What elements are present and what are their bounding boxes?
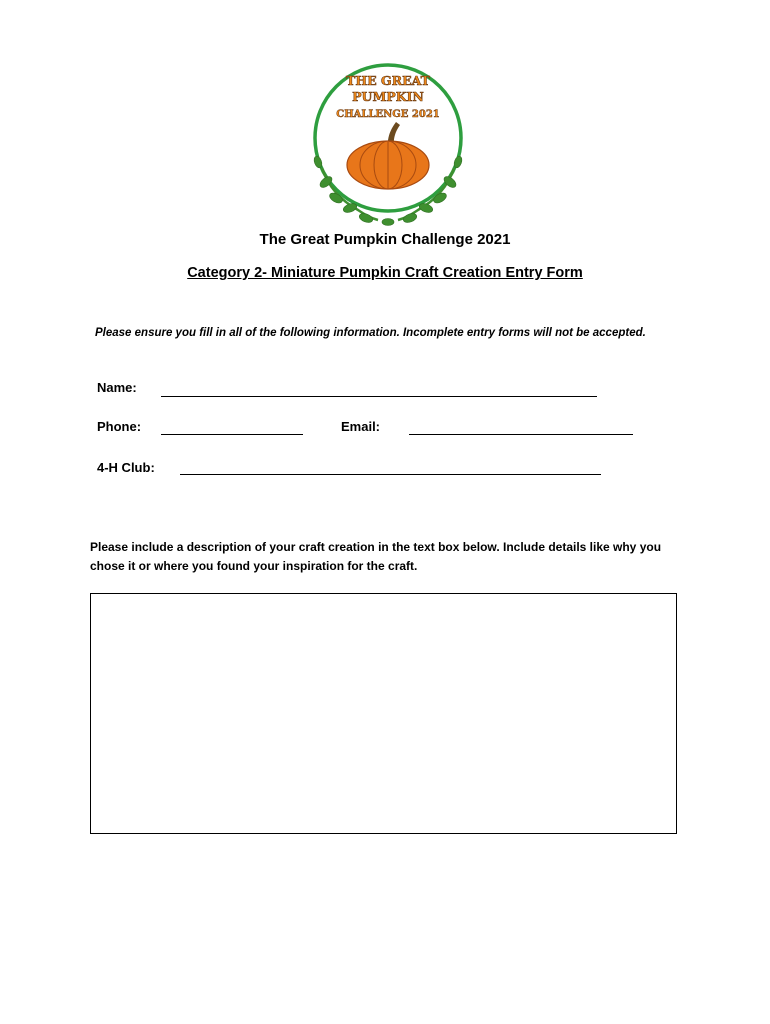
instructions-text: Please ensure you fill in all of the following information. Incomplete entry forms will not be accepted. [95, 327, 646, 339]
name-label: Name: [97, 380, 137, 395]
club-field-line[interactable] [180, 474, 601, 475]
name-field-line[interactable] [161, 396, 597, 397]
description-instructions [90, 538, 690, 576]
challenge-logo [308, 58, 468, 228]
description-line-1: Please include a description of your craft creation in the text box below. Include details like why you [90, 540, 662, 554]
description-line-2: chose it or where you found your inspiration for the craft. [90, 559, 418, 573]
form-subtitle: Category 2- Miniature Pumpkin Craft Creation Entry Form [187, 265, 583, 281]
logo-line-1: THE GREAT [346, 73, 430, 88]
phone-field-line[interactable] [161, 434, 303, 435]
logo-line-2: PUMPKIN [352, 89, 424, 104]
pumpkin-logo-icon [308, 58, 468, 228]
craft-description-textbox[interactable] [90, 593, 677, 834]
email-field-line[interactable] [409, 434, 633, 435]
logo-line-3: CHALLENGE 2021 [336, 109, 440, 120]
page-title: The Great Pumpkin Challenge 2021 [259, 231, 511, 248]
email-label: Email: [341, 419, 381, 434]
phone-label: Phone: [97, 419, 142, 434]
pumpkin-body [347, 141, 429, 189]
club-label: 4-H Club: [97, 460, 155, 475]
